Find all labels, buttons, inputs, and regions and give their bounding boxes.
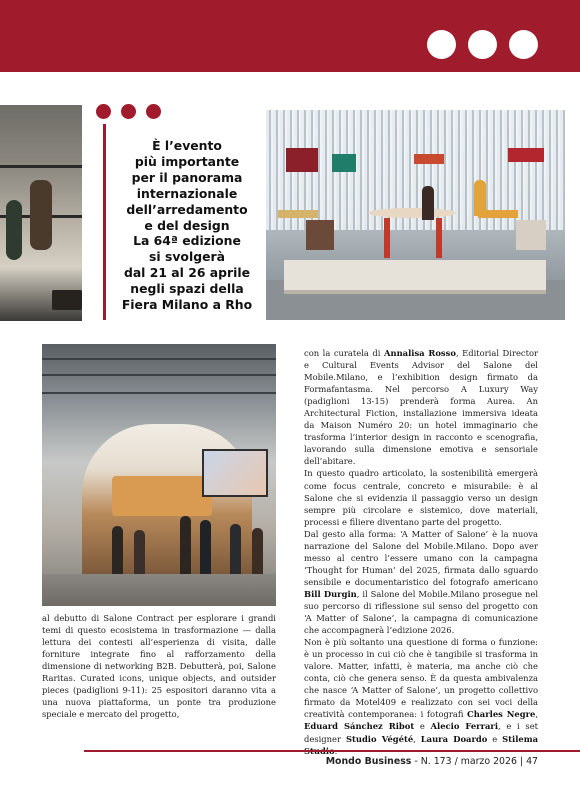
pull-quote-line: dell’arredamento (126, 201, 248, 217)
text-run: con la curatela di (304, 348, 384, 358)
photo-detail (52, 290, 82, 310)
footer-magazine: Mondo Business (325, 756, 412, 767)
photo-detail (516, 220, 546, 250)
footer-issue: - N. 173 / marzo 2026 | (411, 756, 527, 767)
bold-name: Bill Durgin (304, 588, 357, 599)
photo-showroom-left (0, 105, 82, 321)
text-run: al debutto di Salone Contract per esplorare i grandi temi di questo ecosistema in trasformazione — dalla lettura dei contesti all’esperienza di visita, dalle forniture integrate fino al rafforzamento della dimensione di networking B2B. Debutterà, poi, Salone Raritas. Curated icons, unique objects, and outsider pieces (padiglioni 9-11): 25 espositori daranno vita a una nuova piattaforma, un ponte tra produzione speciale e mercato del progetto, (42, 613, 276, 720)
pull-quote-line: e del design (144, 217, 230, 233)
photo-detail (306, 220, 334, 250)
text-run: e (487, 733, 503, 744)
photo-detail (368, 208, 456, 218)
paragraph (304, 467, 538, 527)
photo-detail (30, 180, 52, 250)
text-run: , il Salone del Mobile.Milano prosegue nel suo percorso di riflessione sul senso del progetto con ‘A Matter of Salone’, la campagna di comunicazione che accompagnerà l’edizione 2026. (304, 588, 538, 636)
photo-detail (286, 148, 318, 172)
photo-detail (6, 200, 22, 260)
text-run: , Editorial Director e Cultural Events Advisor del Salone del Mobile.Milano, e l’exhibition design firmato da Formafantasma. Nel percorso A Luxury Way (padiglioni 13-15) prenderà forma Aurea. An Architectural Fiction, installazione immersiva ideata da Maison Numéro 20: un hotel immaginario che trasforma l’interior design in racconto e scenografia, lavorando sulla dimensione emotiva e sensoriale dell’abitare. (304, 348, 539, 467)
article-column-right (304, 347, 538, 757)
footer-page-number: 47 (526, 756, 538, 767)
paragraph (304, 347, 538, 467)
paragraph (304, 636, 538, 756)
text-run: Non è più soltanto una questione di forma o funzione: è un processo in cui ciò che è tangibile si trasforma in valore. Matter, infatti, è materia, ma anche ciò che conta, ciò che genera senso. È da questa ambivalenza che nasce ‘A Matter of Salone’, un progetto collettivo firmato da Motel409 e realizzato con sei voci della creatività contemporanea: i fotografi (304, 637, 538, 720)
photo-detail (42, 374, 276, 376)
photo-detail (180, 516, 191, 574)
dot-icon (96, 104, 111, 119)
bold-name: Annalisa Rosso (383, 348, 456, 358)
photo-detail (474, 180, 486, 216)
bold-name: Charles Negre (467, 709, 536, 720)
pull-quote (112, 138, 262, 313)
photo-exhibition-hall (266, 110, 565, 320)
photo-detail (384, 218, 390, 258)
photo-detail (134, 530, 145, 574)
photo-detail (0, 165, 82, 168)
photo-detail (508, 148, 544, 162)
footer-rule (84, 750, 580, 752)
dot-icon (427, 30, 456, 59)
text-run: In questo quadro articolato, la sostenibilità emergerà come focus centrale, concreto e misurabile: è al Salone che si evidenzia il passaggio verso un design sempre più circolare e sistemico, dove materiali, processi e filiere diventano parte del progetto. (304, 468, 538, 527)
bold-name: Eduard Sánchez Ribot (304, 721, 415, 732)
dot-icon (121, 104, 136, 119)
bold-name: Alecio Ferrari (430, 721, 499, 732)
photo-detail (112, 526, 123, 574)
text-run: , (535, 709, 538, 720)
paragraph (42, 612, 276, 720)
bold-name: Laura Doardo (420, 733, 488, 744)
photo-detail (422, 186, 434, 220)
pull-quote-line: È l’evento (152, 138, 222, 153)
dot-icon (468, 30, 497, 59)
text-run: e (414, 721, 431, 732)
text-run: , e i set designer (304, 721, 539, 744)
photo-detail (230, 524, 241, 574)
pull-quote-line: La 64ª edizione (133, 233, 241, 249)
photo-detail (332, 154, 356, 172)
decorative-dots-top (427, 30, 538, 59)
photo-detail (202, 449, 268, 497)
dot-icon (509, 30, 538, 59)
photo-detail (278, 210, 318, 218)
photo-detail (200, 520, 211, 574)
text-run: Dal gesto alla forma: ‘A Matter of Salone’ è la nuova narrazione del Salone del Mobile.Milano. Dopo aver messo al centro l’essere umano con la campagna ‘Thought for Human’ del 2025, firmata dallo sguardo sensibile e documentaristico del fotografo americano (304, 528, 538, 587)
text-run: , (413, 733, 421, 744)
page-footer (326, 756, 538, 767)
decorative-dots-red (96, 104, 161, 119)
pull-quote-line: Fiera Milano a Rho (121, 297, 253, 313)
photo-detail (414, 154, 444, 164)
bold-name: Stilema (502, 733, 539, 744)
photo-detail (42, 358, 276, 360)
top-banner (0, 0, 580, 72)
bold-name: Studio Végété (345, 733, 414, 744)
photo-detail (284, 260, 546, 294)
pull-quote-line: internazionale (136, 185, 238, 201)
pull-quote-line: per il panorama (131, 169, 243, 185)
pull-quote-line: si svolgerà (149, 249, 225, 265)
photo-detail (42, 392, 276, 394)
dot-icon (146, 104, 161, 119)
photo-detail (42, 574, 276, 606)
pull-quote-line: dal 21 al 26 aprile (123, 265, 251, 281)
photo-detail (252, 528, 263, 574)
pull-quote-line: negli spazi della (130, 281, 244, 297)
photo-detail (102, 504, 272, 574)
article-column-left (42, 612, 276, 720)
pull-quote-line: più importante (134, 153, 240, 169)
photo-detail (436, 218, 442, 258)
pull-quote-rule (103, 124, 106, 320)
paragraph (304, 528, 538, 636)
photo-pavilion (42, 344, 276, 606)
